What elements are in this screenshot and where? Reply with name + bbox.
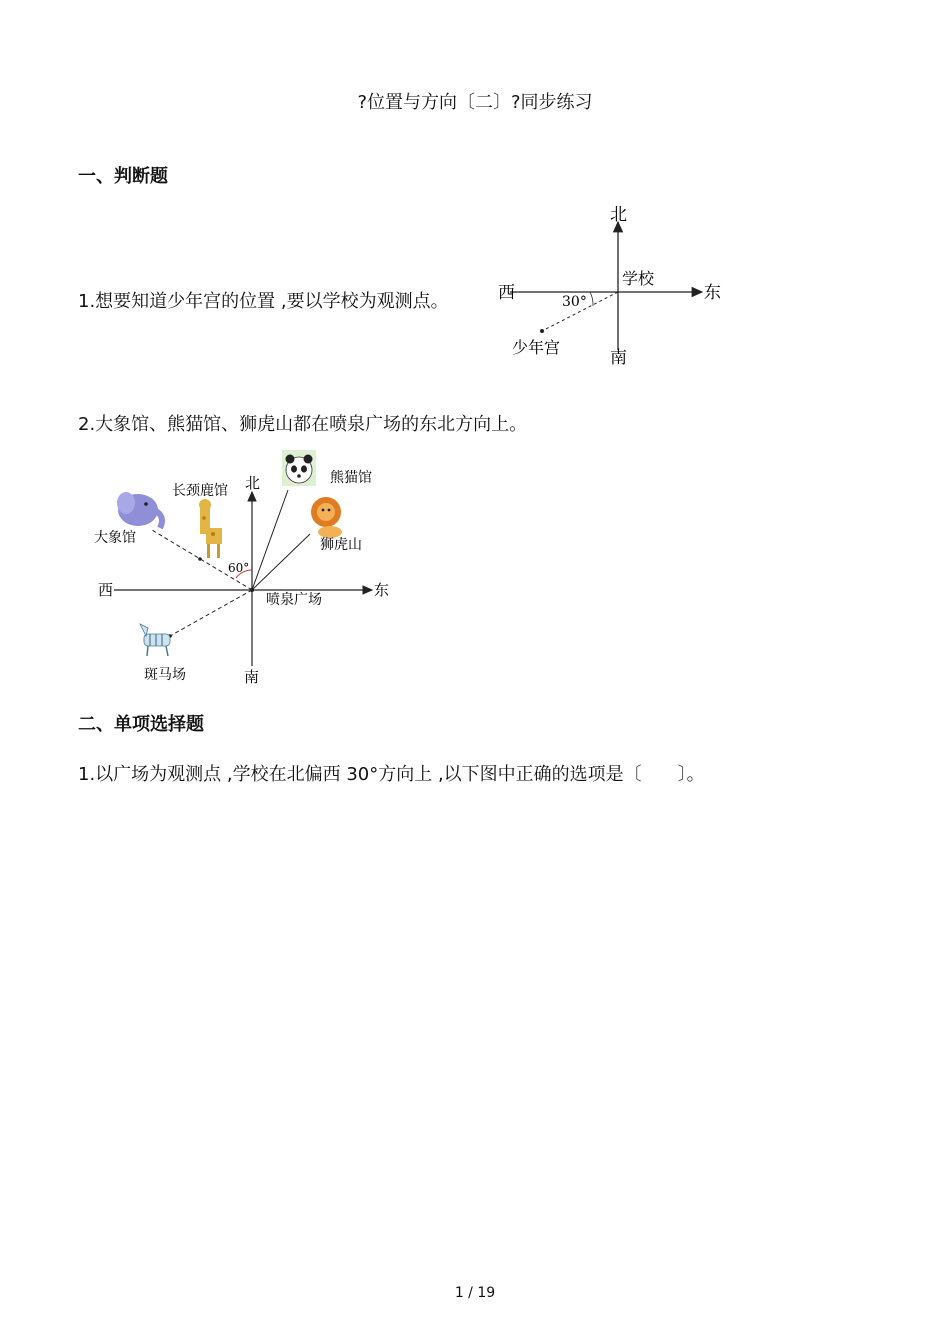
giraffe-icon [199, 499, 222, 558]
lion-label: 狮虎山 [320, 537, 362, 553]
direction-line-lion [252, 534, 310, 590]
question-1-1: 1.想要知道少年宫的位置 ,要以学校为观测点。 [78, 291, 449, 312]
south-label: 南 [244, 668, 260, 686]
angle-label: 30° [562, 294, 587, 310]
elephant-label: 大象馆 [94, 530, 136, 546]
compass-diagram-zoo [88, 448, 398, 693]
elephant-icon [117, 492, 162, 528]
east-label: 东 [704, 283, 721, 303]
west-label: 西 [498, 283, 515, 303]
direction-line-elephant [152, 530, 252, 590]
zebra-label: 斑马场 [144, 667, 186, 683]
panda-icon [282, 450, 316, 486]
zebra-icon [140, 624, 170, 656]
lion-icon [311, 497, 342, 538]
compass-diagram-school [490, 200, 740, 375]
direction-line-zebra [170, 590, 252, 636]
panda-label: 熊猫馆 [330, 470, 372, 486]
direction-line-panda [252, 490, 288, 590]
west-label: 西 [98, 581, 114, 599]
angle-arc [590, 292, 593, 306]
document-title: ?位置与方向〔二〕?同步练习 [357, 92, 593, 113]
south-label: 南 [610, 348, 627, 368]
page-number: 1 / 19 [454, 1285, 496, 1301]
youth-palace-point [540, 329, 544, 333]
north-label: 北 [245, 474, 261, 492]
north-label: 北 [610, 205, 627, 225]
giraffe-label: 长颈鹿馆 [172, 483, 228, 499]
east-label: 东 [374, 581, 390, 599]
giraffe-point [198, 557, 202, 561]
center-label: 喷泉广场 [266, 592, 322, 608]
section-heading-true-false: 一、判断题 [78, 166, 168, 187]
question-2-1: 1.以广场为观测点 ,学校在北偏西 30°方向上 ,以下图中正确的选项是〔 〕。 [78, 764, 705, 785]
section-heading-single-choice: 二、单项选择题 [78, 714, 204, 735]
youth-palace-label: 少年宫 [512, 338, 561, 357]
question-1-2: 2.大象馆、熊猫馆、狮虎山都在喷泉广场的东北方向上。 [78, 414, 528, 435]
school-label: 学校 [622, 269, 655, 288]
angle-label: 60° [228, 561, 250, 575]
